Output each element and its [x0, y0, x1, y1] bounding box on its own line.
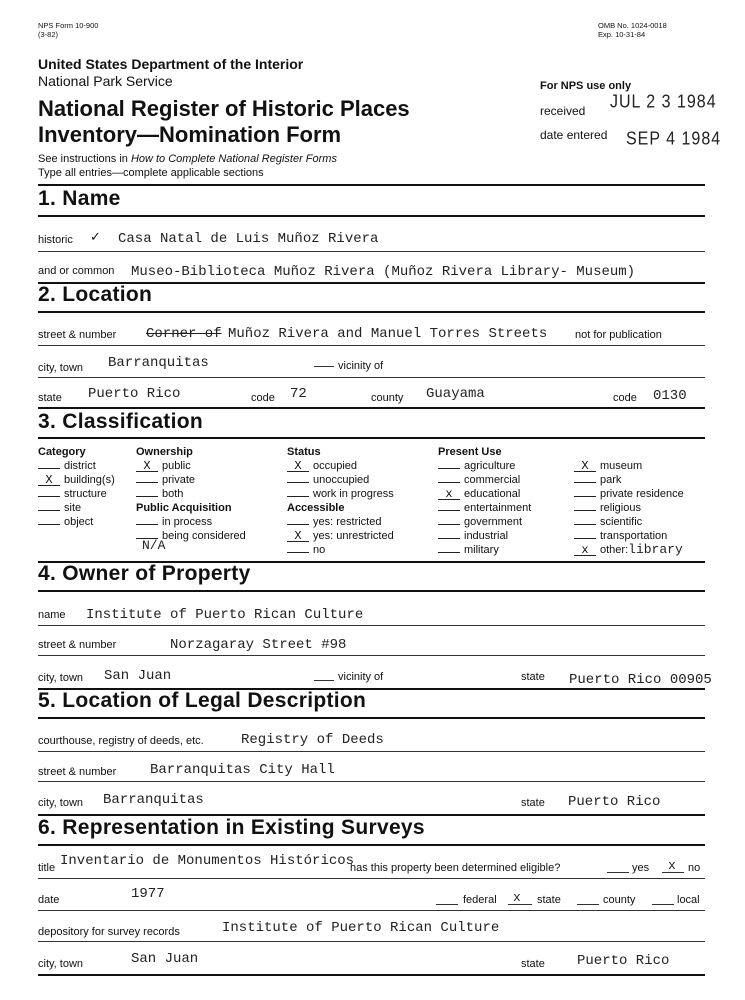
eligible-yes[interactable]: yes [632, 862, 650, 874]
section-1-title: 1. Name [38, 187, 121, 210]
use-entertainment[interactable]: entertainment [438, 501, 531, 515]
owner-state: Puerto Rico 00905 [569, 672, 712, 688]
ownership-private[interactable]: private [136, 473, 195, 487]
accessible-header: Accessible [287, 502, 345, 514]
county-value: Guayama [426, 386, 485, 402]
state-value: Puerto Rico [88, 386, 181, 402]
use-other[interactable]: x other:library [574, 543, 684, 557]
acquisition-na: N/A [142, 538, 166, 553]
use-park[interactable]: park [574, 473, 684, 487]
courthouse-label: courthouse, registry of deeds, etc. [38, 735, 204, 747]
section-6-title: 6. Representation in Existing Surveys [38, 816, 425, 839]
use-military[interactable]: military [438, 543, 531, 557]
category-object[interactable]: object [38, 515, 115, 529]
omb-number: OMB No. 1024-0018 [598, 21, 667, 30]
owner-city-label: city, town [38, 672, 84, 684]
use-industrial[interactable]: industrial [438, 529, 531, 543]
state-code: 72 [290, 386, 307, 402]
use-agriculture[interactable]: agriculture [438, 459, 531, 473]
use-scientific[interactable]: scientific [574, 515, 684, 529]
owner-street-label: street & number [38, 639, 117, 651]
level-state-mark: x [513, 890, 521, 905]
status-occupied[interactable]: X occupied [287, 459, 394, 473]
owner-name: Institute of Puerto Rican Culture [86, 607, 364, 623]
use-educational[interactable]: x educational [438, 487, 531, 501]
status-unoccupied[interactable]: unoccupied [287, 473, 394, 487]
category-list [38, 459, 115, 529]
legal-street: Barranquitas City Hall [150, 762, 335, 778]
date-entered-stamp: SEP 4 1984 [626, 129, 722, 150]
ownership-list [136, 459, 195, 501]
eligible-no-mark: x [668, 858, 676, 873]
status-list [287, 459, 394, 501]
received-stamp: JUL 2 3 1984 [610, 92, 717, 113]
date-entered-label: date entered [540, 128, 608, 142]
survey-date: 1977 [131, 886, 165, 902]
accessible-unrestricted[interactable]: X yes: unrestricted [287, 529, 394, 543]
owner-city: San Juan [104, 668, 172, 684]
level-federal[interactable]: federal [463, 894, 497, 906]
use-government[interactable]: government [438, 515, 531, 529]
use-religious[interactable]: religious [574, 501, 684, 515]
code-label-2: code [613, 392, 637, 404]
survey-date-label: date [38, 894, 60, 906]
common-name: Museo-Biblioteca Muñoz Rivera (Muñoz Rivera Library- Museum) [131, 264, 636, 280]
common-name-label: and or common [38, 265, 115, 277]
instructions: See instructions in How to Complete National Register Forms [38, 153, 337, 165]
street-label: street & number [38, 329, 117, 341]
use-museum[interactable]: X museum [574, 459, 684, 473]
legal-city: Barranquitas [103, 792, 204, 808]
code-label: code [251, 392, 275, 404]
depository-value: Institute of Puerto Rican Culture [222, 920, 500, 936]
accessible-list [287, 515, 394, 557]
legal-city-label: city, town [38, 797, 84, 809]
state-label: state [38, 392, 62, 404]
owner-name-label: name [38, 609, 66, 621]
category-district[interactable]: district [38, 459, 115, 473]
service: National Park Service [38, 73, 173, 89]
owner-state-label: state [521, 671, 545, 683]
acquisition-header: Public Acquisition [136, 502, 232, 514]
check-mark: ✓ [90, 229, 101, 244]
city-value: Barranquitas [108, 355, 209, 371]
historic-name: Casa Natal de Luis Muñoz Rivera [118, 231, 379, 247]
form-number: NPS Form 10-900 [38, 21, 99, 30]
survey-state-label: state [521, 958, 545, 970]
category-building[interactable]: X building(s) [38, 473, 115, 487]
level-county[interactable]: county [603, 894, 636, 906]
section-4-title: 4. Owner of Property [38, 562, 251, 585]
level-local[interactable]: local [677, 894, 700, 906]
vicinity-label: vicinity of [338, 360, 384, 372]
form-title-line1: National Register of Historic Places [38, 96, 410, 121]
category-site[interactable]: site [38, 501, 115, 515]
nps-use-label: For NPS use only [540, 80, 632, 92]
courthouse-value: Registry of Deeds [241, 732, 384, 748]
eligible-question: has this property been determined eligible? [350, 862, 561, 874]
city-label: city, town [38, 362, 84, 374]
street-struck: Corner of [146, 326, 222, 342]
present-use-header: Present Use [438, 446, 502, 458]
legal-state-label: state [521, 797, 545, 809]
ownership-public[interactable]: X public [136, 459, 195, 473]
survey-city-label: city, town [38, 958, 84, 970]
section-2-title: 2. Location [38, 283, 153, 306]
present-use-list-2 [574, 459, 684, 557]
category-header: Category [38, 446, 86, 458]
section-5-title: 5. Location of Legal Description [38, 689, 367, 712]
street-address: Muñoz Rivera and Manuel Torres Streets [228, 326, 548, 342]
survey-title-label: title [38, 862, 56, 874]
survey-state: Puerto Rico [577, 953, 670, 969]
department: United States Department of the Interior [38, 56, 304, 72]
county-code: 0130 [653, 388, 687, 404]
received-label: received [540, 104, 586, 118]
form-title-line2: Inventory—Nomination Form [38, 122, 342, 147]
present-use-list-1 [438, 459, 531, 557]
accessible-no[interactable]: no [287, 543, 394, 557]
eligible-no[interactable]: no [688, 862, 701, 874]
expiration: Exp. 10-31-84 [598, 30, 646, 39]
survey-title: Inventario de Monumentos Históricos [60, 853, 355, 869]
acquisition-being-considered[interactable]: being considered [136, 529, 246, 543]
owner-street: Norzagaray Street #98 [170, 637, 347, 653]
use-private-residence[interactable]: private residence [574, 487, 684, 501]
other-value: library [628, 542, 683, 557]
not-for-publication: not for publication [575, 329, 662, 341]
legal-state: Puerto Rico [568, 794, 661, 810]
category-structure[interactable]: structure [38, 487, 115, 501]
owner-vicinity-label: vicinity of [338, 671, 384, 683]
ownership-header: Ownership [136, 446, 193, 458]
historic-label: historic [38, 234, 73, 246]
survey-city: San Juan [131, 951, 199, 967]
status-header: Status [287, 446, 321, 458]
use-commercial[interactable]: commercial [438, 473, 531, 487]
level-state[interactable]: state [537, 894, 561, 906]
county-label: county [371, 392, 404, 404]
accessible-restricted[interactable]: yes: restricted [287, 515, 394, 529]
status-work-in-progress[interactable]: work in progress [287, 487, 394, 501]
acquisition-in-process[interactable]: in process [136, 515, 246, 529]
use-transportation[interactable]: transportation [574, 529, 684, 543]
depository-label: depository for survey records [38, 926, 180, 938]
legal-street-label: street & number [38, 766, 117, 778]
form-date: (3-82) [38, 30, 59, 39]
section-3-title: 3. Classification [38, 410, 203, 433]
instructions-2: Type all entries—complete applicable sections [38, 167, 264, 179]
ownership-both[interactable]: both [136, 487, 195, 501]
